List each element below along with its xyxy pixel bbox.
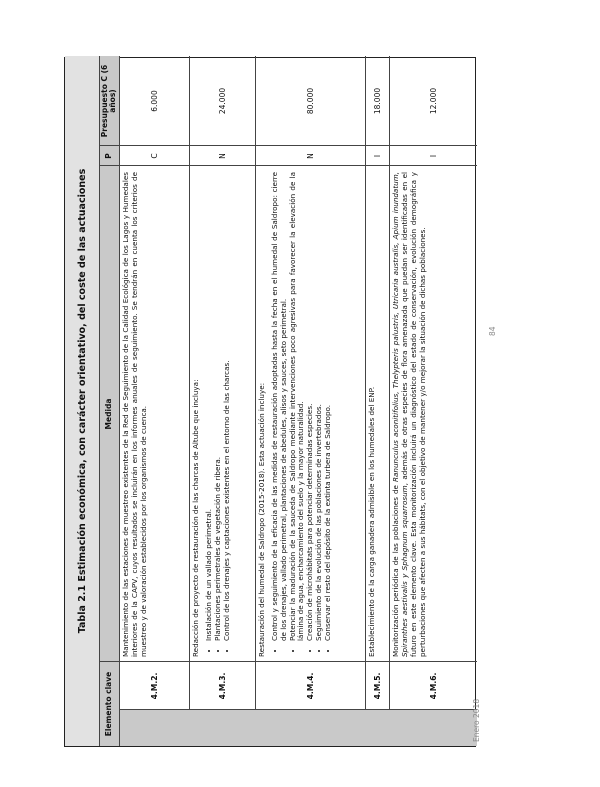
row-priority: C (149, 153, 159, 159)
row-priority: N (305, 153, 315, 159)
grid-line (119, 709, 477, 710)
row-code: 4.M.6. (428, 672, 438, 700)
header-priority: P (99, 146, 119, 166)
row-code: 4.M.2. (149, 672, 159, 700)
rich-part: , además de otras especies de flora amenazada que puedan ser identificadas en el futuro en este elemento clave. Esta monitorización incluirá un diagnóstico del estado de conservación, evolución demográfica y perturbaciones que afecten a sus hábitats, con el objetivo de mantener y/o mejorar la situación de dichas poblaciones. (399, 172, 427, 657)
page-number: 84 (488, 326, 497, 336)
row-budget: 6.000 (149, 90, 159, 112)
list-item: • Instalación de un vallado perimetral. (205, 172, 214, 641)
list-item: • Seguimiento de la evolución de las poblaciones de invertebrados. (315, 172, 324, 641)
grid-line (365, 56, 366, 710)
row-code: 4.M.3. (217, 672, 227, 700)
measure-text: Mantenimiento de las estaciones de muestreo existentes de la Red de Seguimiento de la Calidad Ecológica de los Lagos y Humedales interiores de la CAPV, cuyos resultados se incluirán en los informes anuales de seguimiento. Se tendrán en cuenta los criterios de muestreo y de valoración establecidos por los organismos de cuenca. (121, 172, 148, 657)
measure-text: Establecimiento de la carga ganadera admisible en los humedales del ENP. (367, 386, 376, 657)
grid-line (119, 56, 120, 746)
header-element: Elemento clave (99, 662, 119, 746)
measure-intro: Redacción de proyecto de restauración de las charcas de Altube que incluya: (191, 379, 200, 657)
row-measure (255, 166, 365, 662)
rich-part: Monitorización periódica de las poblaciones de (391, 481, 400, 657)
row-measure (189, 166, 255, 662)
row-measure (389, 166, 477, 662)
rotated-page (64, 57, 476, 747)
grid-line (99, 661, 477, 662)
measure-list (205, 172, 232, 657)
row-budget: 18.000 (372, 87, 382, 115)
row-budget: 24.000 (217, 87, 227, 115)
measure-intro: Restauración del humedal de Saldropo (2015-2018). Esta actuación incluye: (257, 382, 266, 657)
grid-line (189, 56, 190, 710)
footer-date: Enero 2018 (472, 698, 481, 742)
element-column (119, 710, 477, 746)
table-title: Tabla 2.1 Estimación económica, con carácter orientativo, del coste de las actuaciones (65, 56, 99, 746)
row-measure (365, 166, 389, 662)
grid-line (99, 56, 100, 746)
row-measure (119, 166, 189, 662)
header-measure: Medida (99, 166, 119, 662)
list-item: • Creación de microhábitats para potenciar determinadas especies. (306, 172, 315, 641)
grid-line (255, 56, 256, 710)
rich-part-italic: Ranunculus aconitifolius, Thelypteris palustris, Utricaria australis, Apium inundatum, Spiranthes aestivalis y Sphagnum squarrosum (391, 172, 409, 657)
grid-line (389, 56, 390, 710)
row-priority: N (217, 153, 227, 159)
list-item: • Conservar el resto del depósito de la extinta turbera de Saldropo. (324, 172, 333, 641)
row-code: 4.M.5. (372, 672, 382, 700)
list-item: • Control y seguimiento de la eficacia de las medidas de restauración adoptadas hasta la fecha en el humedal de Saldropo: cierre de los drenajes, vallado perimetral, plantaciones de abedules, alisos y sauces, seto perimetral. (271, 172, 289, 641)
row-code: 4.M.4. (305, 672, 315, 700)
list-item: • Potenciar la maduración de la sauceda de Saldropo mediante intervenciones poco agresivas para favorecer la elevación de la lámina de agua, encharcamiento del suelo y la mayor naturalidad. (289, 172, 307, 641)
list-item: • Plantaciones perimetrales de vegetación de ribera. (214, 172, 223, 641)
row-priority: I (428, 154, 438, 158)
cost-table (64, 57, 476, 747)
row-budget: 12.000 (428, 87, 438, 115)
header-budget: Presupuesto C (6 años) (99, 56, 119, 146)
measure-list (271, 172, 333, 657)
row-priority: I (372, 154, 382, 158)
list-item: • Control de los drenajes y captaciones existentes en el entorno de las charcas. (223, 172, 232, 641)
grid-line (99, 145, 477, 146)
grid-line (99, 165, 477, 166)
row-budget: 80.000 (305, 87, 315, 115)
